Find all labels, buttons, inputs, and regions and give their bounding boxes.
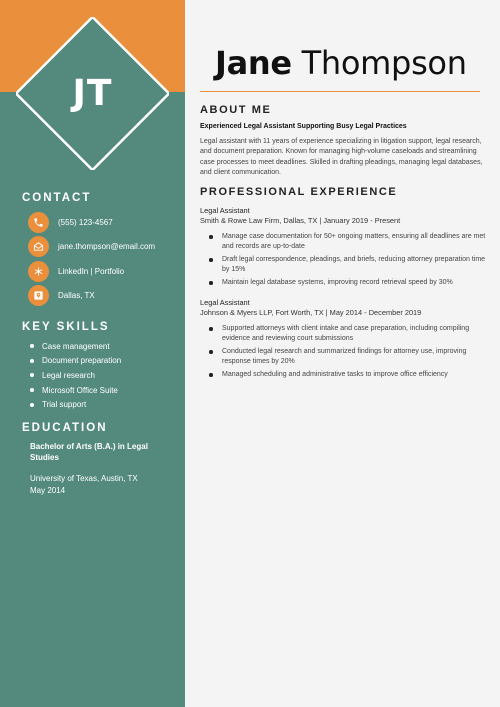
job-bullets <box>200 324 490 380</box>
bullet-icon <box>209 281 213 285</box>
list-item: Managed scheduling and administrative tasks to improve office efficiency <box>200 370 490 380</box>
list-item: Maintain legal database systems, improving record retrieval speed by 30% <box>200 278 490 288</box>
job-bullets <box>200 232 490 288</box>
bullet-icon <box>209 235 213 239</box>
bullet-icon <box>30 403 34 407</box>
bullet-icon <box>30 373 34 377</box>
about-text: Legal assistant with 11 years of experience specializing in litigation support, legal research, and document preparation. Known for managing high-volume caseloads and streamlining case processes to meet deadlines. Skilled in drafting pleadings, managing legal databases, and client communication. <box>200 138 483 176</box>
location-icon <box>28 285 49 306</box>
bullet-icon <box>30 344 34 348</box>
education-date: May 2014 <box>30 486 66 495</box>
list-item: Supported attorneys with client intake and case preparation, including compiling evidence and reviewing court submissions <box>200 324 490 344</box>
education-heading: EDUCATION <box>22 422 108 434</box>
about-heading: ABOUT ME <box>200 104 272 116</box>
job-entry <box>200 206 490 292</box>
candidate-name: Jane Thompson <box>215 44 467 82</box>
job-entry <box>200 298 490 384</box>
job-title: Legal Assistant <box>200 298 250 307</box>
contact-phone[interactable]: (555) 123-4567 <box>28 210 178 235</box>
contact-email[interactable]: jane.thompson@email.com <box>28 235 178 260</box>
about-subtitle: Experienced Legal Assistant Supporting Busy Legal Practices <box>200 123 407 130</box>
experience-heading: PROFESSIONAL EXPERIENCE <box>200 186 398 198</box>
list-item: Draft legal correspondence, pleadings, and briefs, reducing attorney preparation time by 15% <box>200 255 490 275</box>
list-item: Trial support <box>30 397 121 412</box>
education-degree: Bachelor of Arts (B.A.) in Legal Studies <box>30 442 148 462</box>
bullet-icon <box>209 327 213 331</box>
job-title: Legal Assistant <box>200 206 250 215</box>
contact-list <box>28 210 178 308</box>
name-divider <box>200 91 480 92</box>
list-item: Document preparation <box>30 354 121 369</box>
list-item: Conducted legal research and summarized findings for attorney use, improving response times by 20% <box>200 347 490 367</box>
network-icon <box>28 261 49 282</box>
monogram <box>16 17 169 170</box>
bullet-icon <box>30 359 34 363</box>
monogram-initials: JT <box>72 73 113 114</box>
skills-list <box>30 339 121 412</box>
skills-heading: KEY SKILLS <box>22 321 110 333</box>
contact-heading: CONTACT <box>22 192 92 204</box>
sidebar <box>0 0 185 707</box>
mail-icon <box>28 236 49 257</box>
contact-location: Dallas, TX <box>28 284 178 309</box>
job-company: Johnson & Myers LLP, Fort Worth, TX | May 2014 - December 2019 <box>200 308 422 317</box>
list-item: Case management <box>30 339 121 354</box>
bullet-icon <box>209 373 213 377</box>
contact-links[interactable]: LinkedIn | Portfolio <box>28 259 178 284</box>
phone-icon <box>28 212 49 233</box>
job-company: Smith & Rowe Law Firm, Dallas, TX | January 2019 - Present <box>200 216 401 225</box>
bullet-icon <box>30 388 34 392</box>
list-item: Microsoft Office Suite <box>30 383 121 398</box>
education-school: University of Texas, Austin, TX <box>30 474 138 483</box>
list-item: Manage case documentation for 50+ ongoing matters, ensuring all deadlines are met and records are up-to-date <box>200 232 490 252</box>
list-item: Legal research <box>30 368 121 383</box>
bullet-icon <box>209 350 213 354</box>
bullet-icon <box>209 258 213 262</box>
